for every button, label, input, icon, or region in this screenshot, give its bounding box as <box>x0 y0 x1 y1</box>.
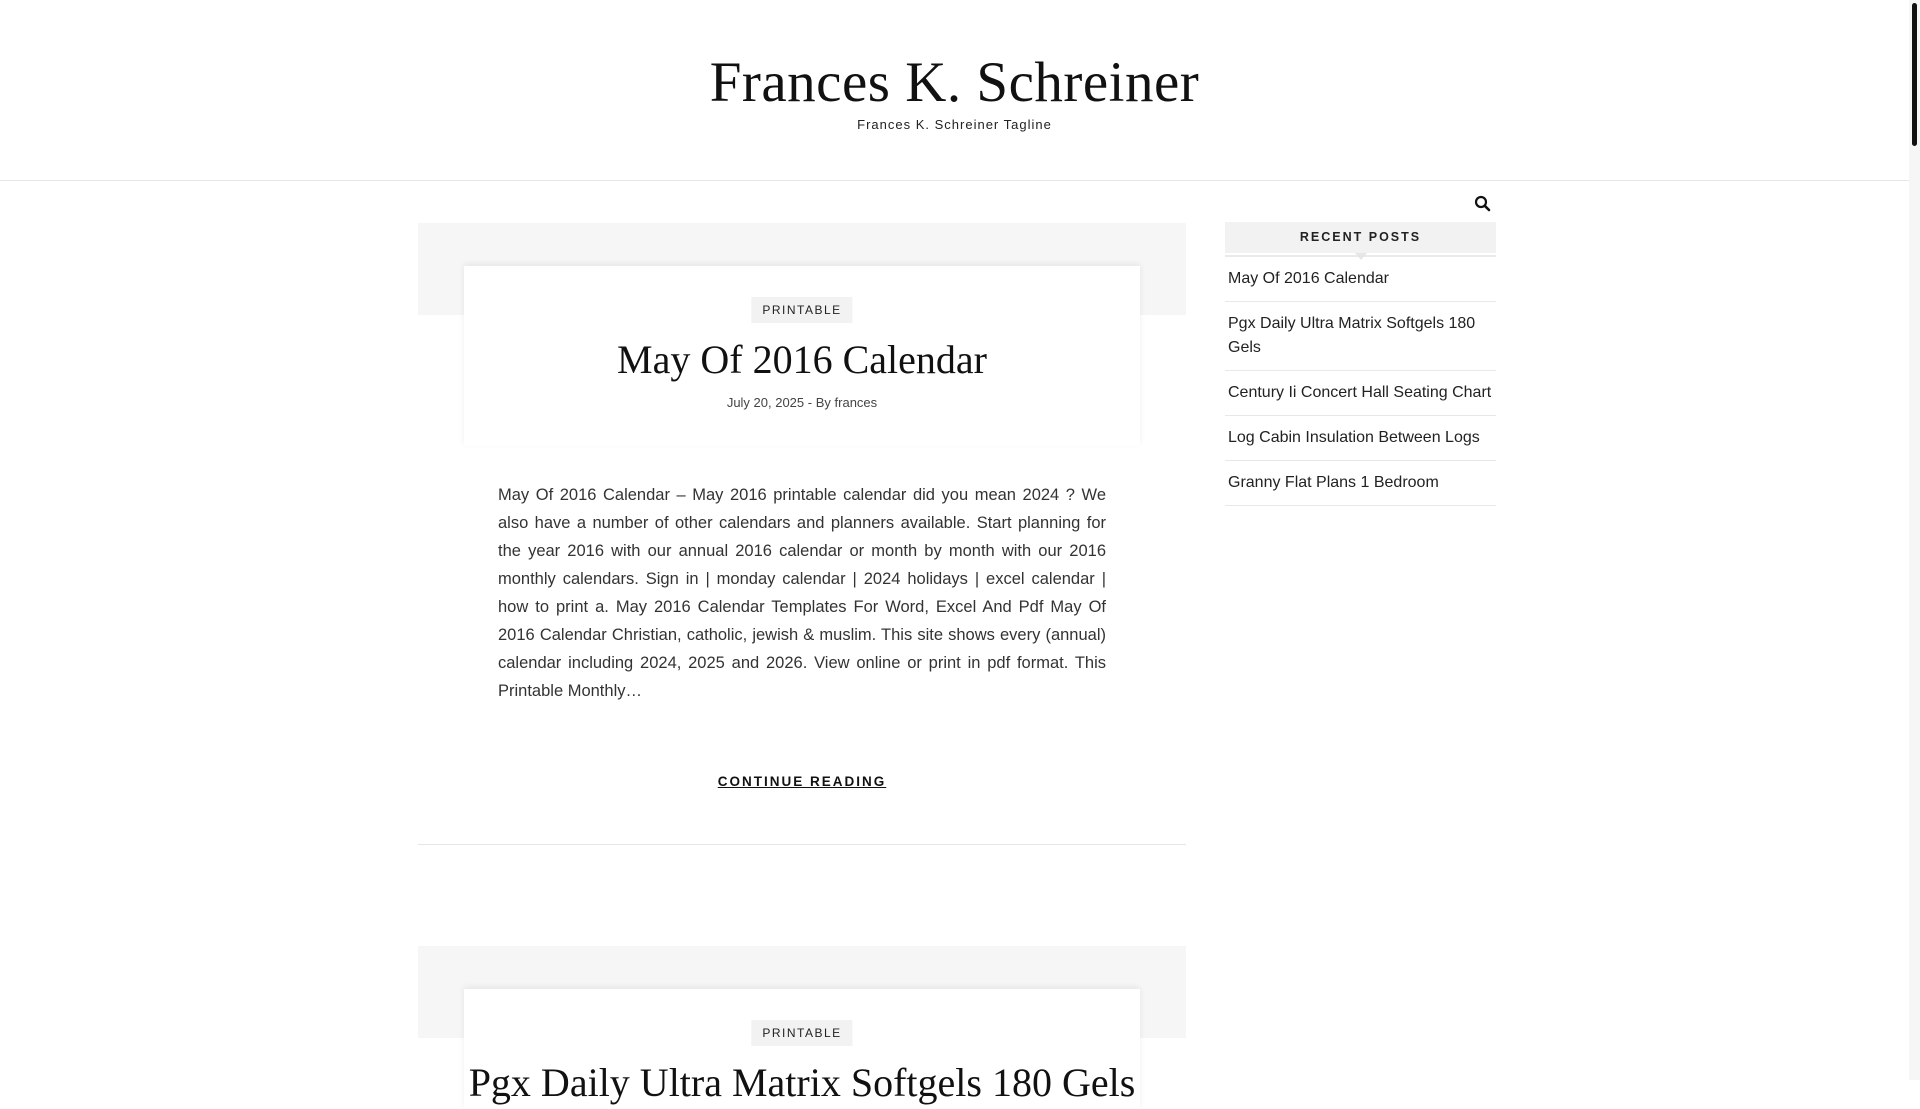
site-tagline: Frances K. Schreiner Tagline <box>857 117 1052 132</box>
post-date: July 20, 2025 <box>726 395 805 410</box>
scrollbar-track[interactable] <box>1909 0 1920 1080</box>
recent-post-link[interactable]: Century Ii Concert Hall Seating Chart <box>1228 384 1492 401</box>
scrollbar-thumb[interactable] <box>1912 3 1917 146</box>
recent-post-link[interactable]: Granny Flat Plans 1 Bedroom <box>1228 474 1439 491</box>
recent-post-link[interactable]: May Of 2016 Calendar <box>1228 270 1389 287</box>
recent-posts-title-label: RECENT POSTS <box>1299 230 1422 244</box>
post-header <box>464 266 1140 446</box>
list-item <box>1225 461 1496 506</box>
search-icon[interactable] <box>1473 194 1493 214</box>
post-meta <box>464 395 1140 410</box>
recent-post-link[interactable]: Log Cabin Insulation Between Logs <box>1228 429 1480 446</box>
sidebar <box>1225 222 1496 506</box>
category-badge[interactable]: PRINTABLE <box>751 297 852 323</box>
recent-post-link[interactable]: Pgx Daily Ultra Matrix Softgels 180 Gels <box>1228 315 1476 356</box>
post-excerpt: May Of 2016 Calendar – May 2016 printable calendar did you mean 2024 ? We also have a number of other calendars and planners available. Start planning for the year 2016 with our annual 2016 calendar or month by month with our 2016 monthly calendars. Sign in | monday calendar | 2024 holidays | excel calendar | how to print a. May 2016 Calendar Templates For Word, Excel And Pdf May Of 2016 Calendar Christian, catholic, jewish & muslim. This site shows every (annual) calendar including 2024, 2025 and 2026. View online or print in pdf format. This Printable Monthly… <box>498 486 1106 700</box>
category-badge[interactable]: PRINTABLE <box>751 1020 852 1046</box>
recent-posts-list <box>1225 255 1496 506</box>
post-by: - By <box>807 395 831 410</box>
site-header <box>0 0 1909 181</box>
list-item <box>1225 302 1496 371</box>
post-header <box>464 989 1140 1109</box>
continue-reading <box>418 774 1186 789</box>
list-item <box>1225 416 1496 461</box>
post-divider <box>418 844 1186 845</box>
site-title[interactable]: Frances K. Schreiner <box>709 51 1200 114</box>
recent-posts-title <box>1225 222 1496 253</box>
post-title[interactable]: May Of 2016 Calendar <box>617 337 987 382</box>
post-author-link[interactable]: frances <box>834 395 878 410</box>
post-title[interactable]: Pgx Daily Ultra Matrix Softgels 180 Gels <box>468 1060 1136 1105</box>
continue-reading-link[interactable]: CONTINUE READING <box>717 774 887 789</box>
list-item <box>1225 257 1496 302</box>
list-item <box>1225 371 1496 416</box>
title-arrow-icon <box>1355 253 1367 260</box>
